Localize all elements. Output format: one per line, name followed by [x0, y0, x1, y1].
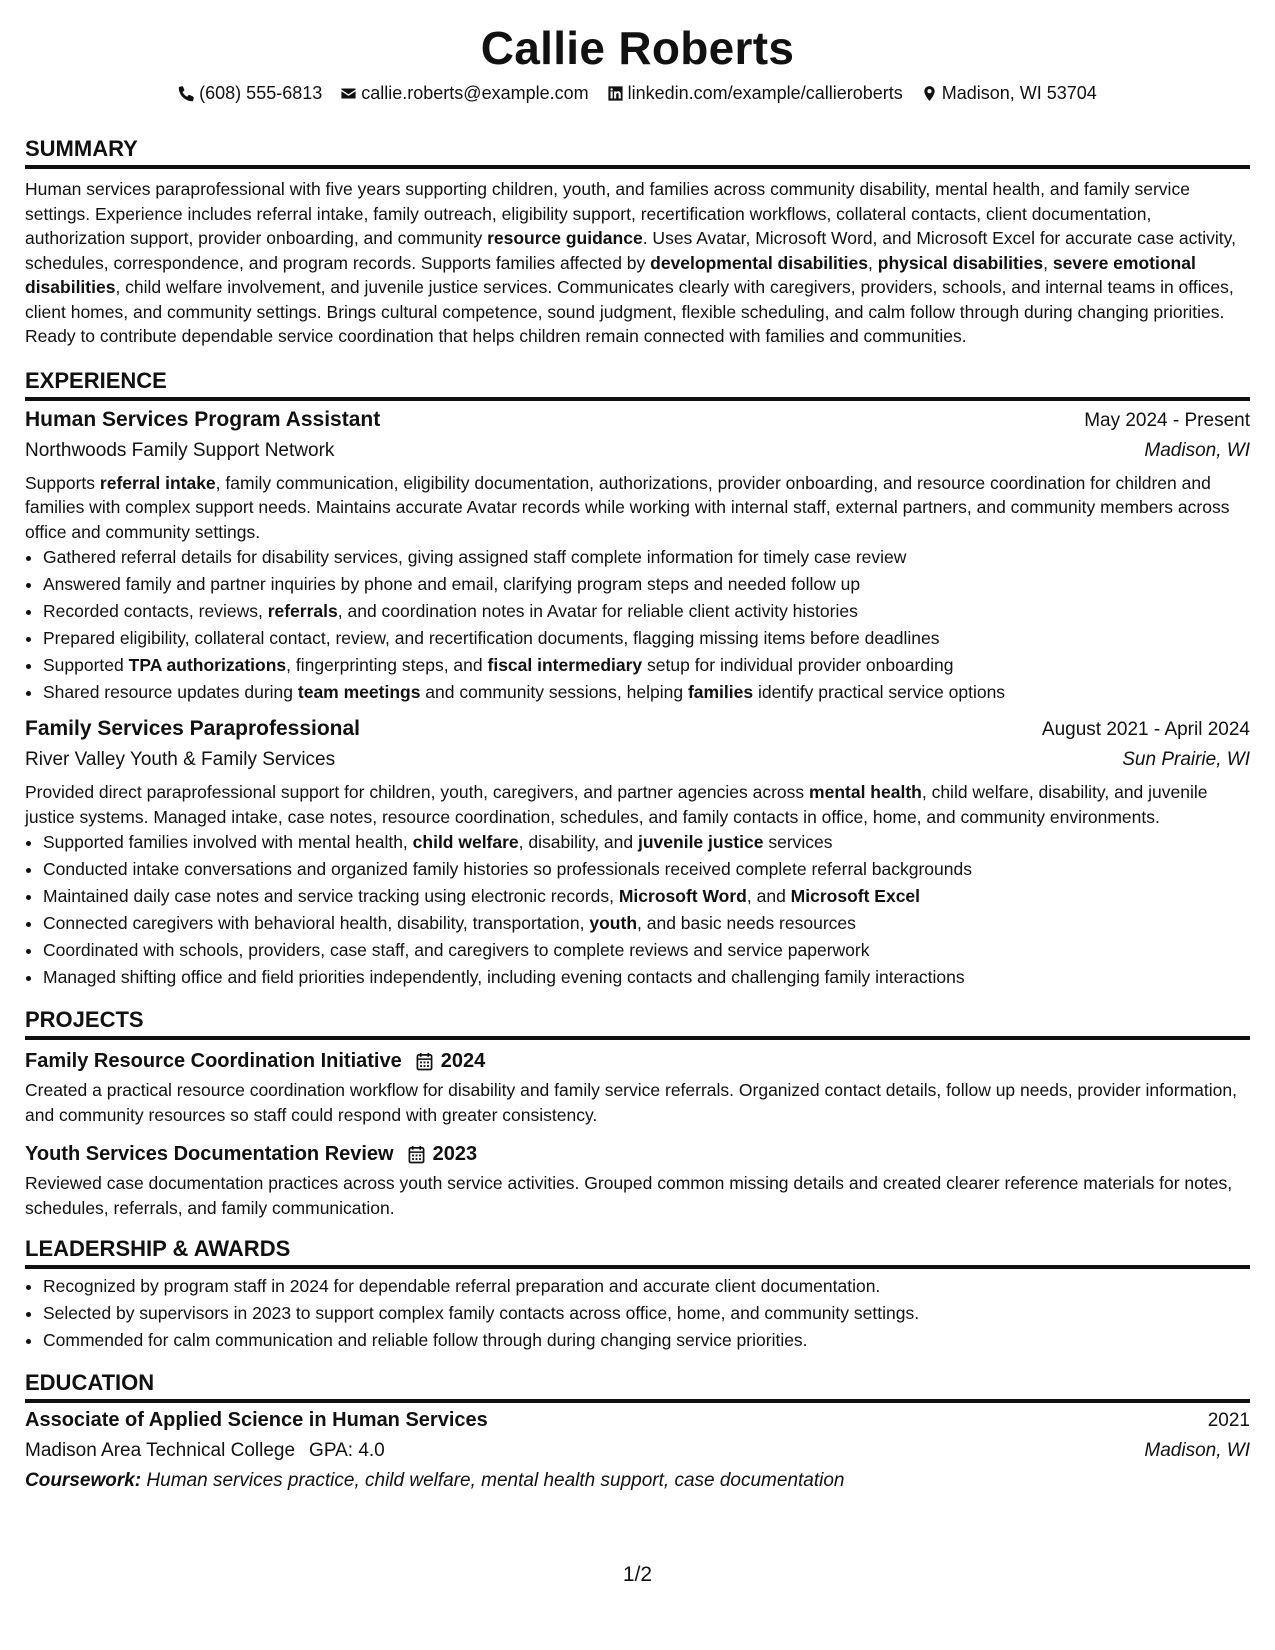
calendar-icon: [408, 1145, 425, 1164]
contact-location-text: Madison, WI 53704: [941, 83, 1097, 103]
contact-email-text[interactable]: callie.roberts@example.com: [361, 83, 589, 103]
leadership-item: • Commended for calm communication and reliable follow through during changing service priorities.: [43, 1327, 1250, 1354]
contact-phone-text: (608) 555-6813: [199, 83, 323, 103]
emphasis-text: youth: [589, 913, 638, 933]
education-section: [25, 1370, 1250, 1496]
project-name: Family Resource Coordination Initiative: [25, 1050, 402, 1072]
contact-linkedin-text[interactable]: linkedin.com/example/callieroberts: [627, 83, 903, 103]
section-title-experience: EXPERIENCE: [25, 368, 1250, 401]
emphasis-text: juvenile justice: [638, 832, 764, 852]
email-icon: [340, 85, 357, 102]
project-entry: [25, 1139, 1250, 1220]
leadership-item: • Recognized by program staff in 2024 for dependable referral preparation and accurate client documentation.: [43, 1273, 1250, 1300]
project-year: 2023: [432, 1143, 478, 1165]
summary-text: Human services paraprofessional with five years supporting children, youth, and families across community disability, mental health, and family service settings. Experience includes referral intake, family outreach, eligibility support, recertification workflows, collateral contacts, client documentation, authorization support, provider onboarding, and community resource guidance. Uses Avatar, Microsoft Word, and Microsoft Excel for accurate case activity, schedules, correspondence, and program records. Supports families affected by developmental disabilities, physical disabilities, severe emotional disabilities, child welfare involvement, and juvenile justice services. Communicates clearly with caregivers, providers, schools, and internal teams in offices, client homes, and community settings. Brings cultural competence, sound judgment, flexible scheduling, and calm follow through during changing priorities. Ready to contribute dependable service coordination that helps children remain connected with families and communities.: [25, 179, 1236, 346]
job-entry: [25, 405, 1250, 707]
project-description: Created a practical resource coordination workflow for disability and family service referrals. Organized contact details, follow up needs, provider information, and community resources so staff could respond with greater consistency.: [25, 1080, 1237, 1125]
job-bullet: • Coordinated with schools, providers, case staff, and caregivers to complete reviews and service paperwork: [43, 937, 1250, 964]
job-dates: August 2021 - April 2024: [1041, 719, 1250, 740]
project-year: 2024: [440, 1050, 486, 1072]
education-location: Madison, WI: [1144, 1440, 1250, 1461]
job-bullet: • Maintained daily case notes and service tracking using electronic records, Microsoft Word, and Microsoft Excel: [43, 883, 1250, 910]
job-bullets: [25, 544, 1250, 706]
emphasis-text: physical disabilities: [877, 252, 1044, 273]
job-bullet: • Connected caregivers with behavioral health, disability, transportation, youth, and basic needs resources: [43, 910, 1250, 937]
job-bullet: • Gathered referral details for disability services, giving assigned staff complete information for timely case review: [43, 544, 1250, 571]
emphasis-text: referrals: [267, 601, 338, 621]
calendar-icon: [416, 1052, 433, 1071]
emphasis-text: severe emotional disabilities: [25, 252, 1196, 297]
project-entry: [25, 1046, 1250, 1127]
contact-phone: [178, 82, 322, 104]
coursework-text: Human services practice, child welfare, mental health support, case documentation: [146, 1470, 845, 1491]
job-title: Family Services Paraprofessional: [25, 717, 361, 740]
education-school: Madison Area Technical College: [25, 1440, 296, 1461]
projects-section: [25, 1007, 1250, 1220]
job-bullet: • Supported TPA authorizations, fingerprinting steps, and fiscal intermediary setup for individual provider onboarding: [43, 652, 1250, 679]
section-title-projects: PROJECTS: [25, 1007, 1250, 1040]
job-company: River Valley Youth & Family Services: [25, 749, 336, 770]
education-gpa: GPA: 4.0: [309, 1440, 385, 1461]
coursework-label: Coursework:: [25, 1470, 142, 1491]
emphasis-text: developmental disabilities: [650, 252, 869, 273]
project-name: Youth Services Documentation Review: [25, 1143, 394, 1165]
job-bullets: [25, 829, 1250, 991]
contact-location: [921, 82, 1097, 104]
section-title-summary: SUMMARY: [25, 136, 1250, 169]
page-number: 1/2: [622, 1563, 653, 1586]
leadership-list: [25, 1273, 1250, 1354]
section-title-leadership: LEADERSHIP & AWARDS: [25, 1236, 1250, 1269]
emphasis-text: fiscal intermediary: [487, 655, 643, 675]
job-dates: May 2024 - Present: [1084, 409, 1250, 431]
emphasis-text: child welfare: [412, 832, 519, 852]
phone-icon: [178, 85, 195, 102]
emphasis-text: mental health: [809, 782, 922, 802]
job-description: Supports referral intake, family communication, eligibility documentation, authorizations, provider onboarding, and resource coordination for children and families with complex support needs. Maintains accurate Avatar records while working with internal staff, external partners, and community members across office and community settings.: [25, 472, 1230, 542]
contact-bar: [25, 82, 1250, 104]
emphasis-text: referral intake: [99, 472, 216, 493]
candidate-name: Callie Roberts: [480, 22, 795, 74]
experience-section: [25, 368, 1250, 992]
emphasis-text: Microsoft Word: [618, 886, 747, 906]
emphasis-text: families: [687, 682, 754, 702]
summary-section: [25, 136, 1250, 349]
job-bullet: • Conducted intake conversations and organized family histories so professionals received complete referral backgrounds: [43, 856, 1250, 883]
job-bullet: • Supported families involved with mental health, child welfare, disability, and juvenile justice services: [43, 829, 1250, 856]
job-bullet: • Answered family and partner inquiries by phone and email, clarifying program steps and needed follow up: [43, 571, 1250, 598]
job-location: Madison, WI: [1144, 439, 1250, 461]
job-title: Human Services Program Assistant: [25, 407, 381, 431]
section-title-education: EDUCATION: [25, 1370, 1250, 1403]
job-bullet: • Recorded contacts, reviews, referrals, and coordination notes in Avatar for reliable client activity histories: [43, 598, 1250, 625]
location-icon: [921, 85, 938, 102]
contact-linkedin[interactable]: [607, 82, 903, 104]
job-company: Northwoods Family Support Network: [25, 439, 335, 461]
job-entry: [25, 714, 1250, 991]
leadership-section: [25, 1236, 1250, 1354]
emphasis-text: Microsoft Excel: [790, 886, 921, 906]
education-year: 2021: [1207, 1410, 1250, 1431]
resume-page: [25, 22, 1250, 1496]
job-bullet: • Managed shifting office and field priorities independently, including evening contacts and challenging family interactions: [43, 964, 1250, 991]
education-coursework: [25, 1466, 1250, 1496]
emphasis-text: team meetings: [297, 682, 421, 702]
contact-email[interactable]: [340, 82, 588, 104]
job-bullet: • Shared resource updates during team meetings and community sessions, helping families identify practical service options: [43, 679, 1250, 706]
leadership-item: • Selected by supervisors in 2023 to support complex family contacts across office, home, and community settings.: [43, 1300, 1250, 1327]
emphasis-text: TPA authorizations: [128, 655, 287, 675]
job-location: Sun Prairie, WI: [1122, 749, 1250, 770]
project-description: Reviewed case documentation practices across youth service activities. Grouped common missing details and created clearer reference materials for notes, schedules, referrals, and family communication.: [25, 1173, 1233, 1218]
emphasis-text: resource guidance: [487, 228, 643, 248]
job-description: Provided direct paraprofessional support for children, youth, caregivers, and partner agencies across mental health, child welfare, disability, and juvenile justice systems. Managed intake, case notes, resource coordination, schedules, and family contacts in office, home, and community environments.: [25, 782, 1208, 827]
education-degree: Associate of Applied Science in Human Services: [25, 1409, 488, 1431]
job-bullet: • Prepared eligibility, collateral contact, review, and recertification documents, flagging missing items before deadlines: [43, 625, 1250, 652]
linkedin-icon: [607, 85, 624, 102]
